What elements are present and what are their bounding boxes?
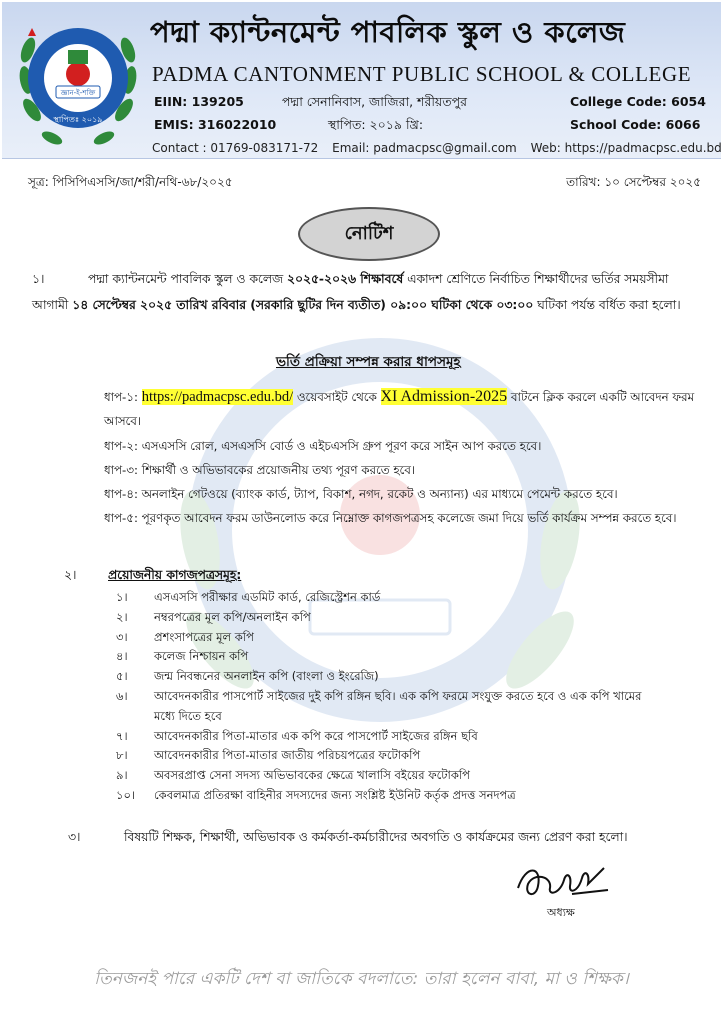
logo-motto: জ্ঞান-ই-শক্তি <box>60 89 96 97</box>
item-text: এসএসসি পরীক্ষার এডমিট কার্ড, রেজিস্ট্রেশন কার্ড <box>154 590 381 604</box>
admission-steps <box>104 385 694 531</box>
paragraph-number: ১। <box>32 272 45 286</box>
documents-heading <box>64 567 242 587</box>
item-number: ৫। <box>116 669 128 684</box>
item-number: ৩। <box>116 629 128 644</box>
item-number: ৬। <box>116 688 128 703</box>
established: স্থাপিত: ২০১৯ খ্রি: <box>328 117 424 132</box>
list-item <box>116 746 656 766</box>
para1-text-c: ঘটিকা পর্যন্ত বর্ধিত করা হলো। <box>533 298 681 312</box>
paragraph-number: ২। <box>64 568 77 582</box>
para1-bold-a: ২০২৫-২০২৬ শিক্ষাবর্ষে <box>286 272 404 286</box>
signature <box>512 858 612 906</box>
para3-text: বিষয়টি শিক্ষক, শিক্ষার্থী, অভিভাবক ও কর্মকর্তা-কর্মচারীদের অবগতি ও কার্যক্রমের জন্য প্রেরণ করা হলো। <box>124 830 628 844</box>
item-number: ১০। <box>116 787 136 802</box>
letterhead <box>2 2 721 159</box>
item-text: কেবলমাত্র প্রতিরক্ষা বাহিনীর সদস্যদের জন্য সংশ্লিষ্ট ইউনিট কর্তৃক প্রদত্ত সনদপত্র <box>154 787 516 802</box>
school-name-english: PADMA CANTONMENT PUBLIC SCHOOL & COLLEGE <box>152 62 692 86</box>
contact-phone: Contact : 01769-083171-72 <box>152 141 319 155</box>
para1-text-b: একাদশ শ্রেণিতে নির্বাচিত শিক্ষার্থীদের ভর্তির সময়সীমা আগামী <box>32 272 669 312</box>
item-number: ৪। <box>116 649 128 664</box>
memo-number: সূত্র: পিসিপিএসসি/জা/শরী/নথি-৬৮/২০২৫ <box>28 175 233 189</box>
admission-button-label: XI Admission-2025 <box>380 388 508 405</box>
step-2: ধাপ-২: এসএসসি রোল, এসএসসি বোর্ড ও এইচএসসি গ্রুপ পূরণ করে সাইন আপ করতে হবে। <box>104 438 542 453</box>
list-item <box>116 687 656 727</box>
college-code: College Code: 6054 <box>570 94 706 109</box>
notice-date: তারিখ: ১০ সেপ্টেম্বর ২০২৫ <box>566 175 701 189</box>
item-number: ৭। <box>116 728 128 743</box>
emis: EMIS: 316022010 <box>154 117 277 132</box>
item-text: আবেদনকারীর পিতা-মাতার এক কপি করে পাসপোর্ট সাইজের রঙ্গিন ছবি <box>154 728 478 743</box>
paragraph-1 <box>32 266 692 318</box>
item-text: প্রশংসাপত্রের মূল কপি <box>154 629 254 644</box>
step-3: ধাপ-৩: শিক্ষার্থী ও অভিভাবকের প্রয়োজনীয় তথ্য পূরণ করতে হবে। <box>104 462 416 477</box>
item-text: জন্ম নিবন্ধনের অনলাইন কপি (বাংলা ও ইংরেজি) <box>154 669 379 684</box>
item-text: আবেদনকারীর পাসপোর্ট সাইজের দুই কপি রঙ্গিন ছবি। এক কপি ফরমে সংযুক্ত করতে হবে ও এক কপি খামের মধ্যে দিতে হবে <box>154 688 642 723</box>
school-code: School Code: 6066 <box>570 117 701 132</box>
list-item <box>116 608 656 628</box>
eiin: EIIN: 139205 <box>154 94 244 109</box>
contact-web: Web: https://padmacpsc.edu.bd <box>530 141 722 155</box>
item-text: নম্বরপত্রের মূল কপি/অনলাইন কপি <box>154 609 311 624</box>
principal-title: অধ্যক্ষ <box>547 906 575 919</box>
list-item <box>116 786 656 806</box>
school-name-bangla: পদ্মা ক্যান্টনমেন্ট পাবলিক স্কুল ও কলেজ <box>150 15 626 49</box>
step-1-label: ধাপ-১: <box>104 390 142 404</box>
steps-title: ভর্তি প্রক্রিয়া সম্পন্ন করার ধাপসমূহ <box>276 354 461 370</box>
logo-year: স্থাপিতঃ ২০১৯ <box>53 115 103 124</box>
step-4: ধাপ-৪: অনলাইন গেটওয়ে (ব্যাংক কার্ড, ট্যাপ, বিকাশ, নগদ, রকেট ও অন্যান্য) এর মাধ্যমে পেমেন্ট করতে হবে। <box>104 487 618 502</box>
paragraph-3 <box>68 824 708 850</box>
para1-text-a: পদ্মা ক্যান্টনমেন্ট পাবলিক স্কুল ও কলেজ <box>88 272 287 286</box>
item-text: অবসরপ্রাপ্ত সেনা সদস্য অভিভাবকের ক্ষেত্রে খালাসি বইয়ের ফটোকপি <box>154 768 470 783</box>
list-item <box>116 647 656 667</box>
list-item <box>116 727 656 747</box>
notice-title: নোটিশ <box>298 207 440 261</box>
list-item <box>116 588 656 608</box>
website-link[interactable]: https://padmacpsc.edu.bd/ <box>141 389 294 405</box>
documents-label: প্রয়োজনীয় কাগজপত্রসমূহ: <box>108 568 242 582</box>
item-number: ৮। <box>116 748 128 763</box>
footer-quote: তিনজনই পারে একটি দেশ বা জাতিকে বদলাতে: তারা হলেন বাবা, মা ও শিক্ষক। <box>94 969 629 989</box>
item-number: ৯। <box>116 768 128 783</box>
address: পদ্মা সেনানিবাস, জাজিরা, শরীয়তপুর <box>282 94 468 109</box>
step-1-end: বাটনে ক্লিক করলে একটি আবেদন ফরম আসবে। <box>104 390 694 429</box>
school-logo <box>12 10 144 150</box>
list-item <box>116 628 656 648</box>
contact-line <box>152 141 723 155</box>
step-1-text: ওয়েবসাইট থেকে <box>293 390 381 404</box>
item-number: ২। <box>116 609 128 624</box>
contact-email: Email: padmacpsc@gmail.com <box>332 141 517 155</box>
list-item <box>116 766 656 786</box>
item-number: ১। <box>116 590 128 604</box>
paragraph-number: ৩। <box>68 830 81 844</box>
step-5: ধাপ-৫: পূরণকৃত আবেদন ফরম ডাউনলোড করে নিম্নোক্ত কাগজপত্রসহ কলেজে জমা দিয়ে ভর্তি কার্যক্রম সম্পন্ন করতে হবে। <box>104 511 677 526</box>
documents-list <box>116 588 656 806</box>
item-text: কলেজ নিশ্চায়ন কপি <box>154 649 249 664</box>
list-item <box>116 667 656 687</box>
item-text: আবেদনকারীর পিতা-মাতার জাতীয় পরিচয়পত্রের ফটোকপি <box>154 748 421 763</box>
para1-bold-b: ১৪ সেপ্টেম্বর ২০২৫ তারিখ রবিবার (সরকারি ছুটির দিন ব্যতীত) ০৯:০০ ঘটিকা থেকে ০৩:০০ <box>72 298 534 312</box>
step-1 <box>104 385 694 434</box>
